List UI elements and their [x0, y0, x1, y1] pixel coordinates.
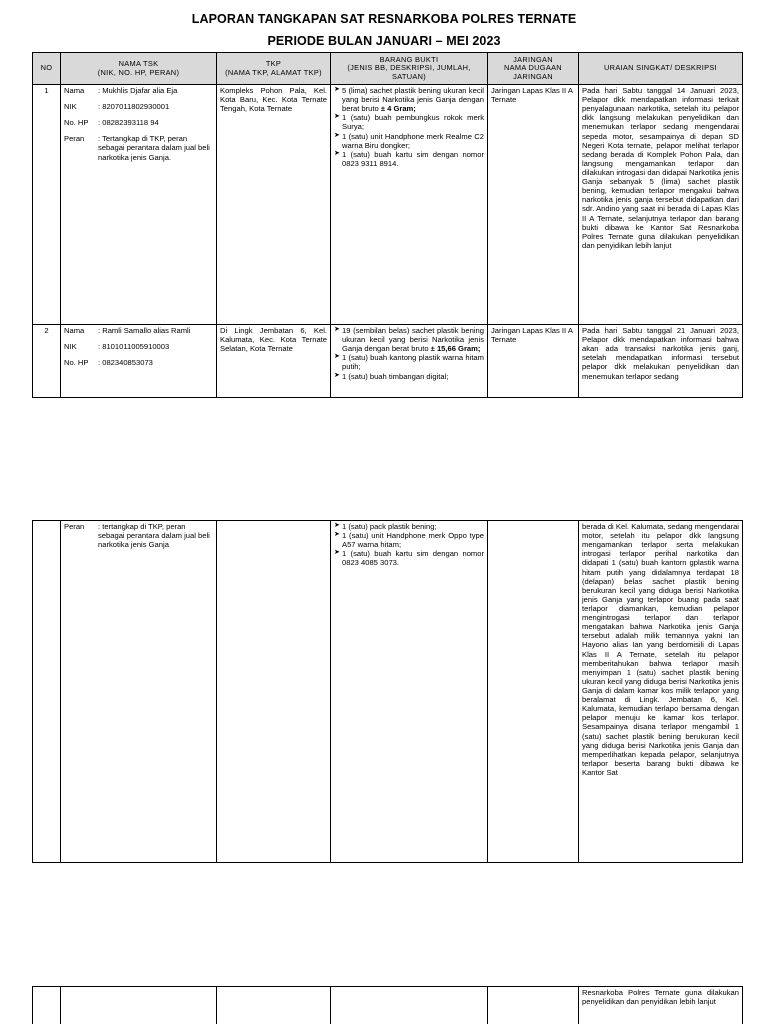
report-table-continuation-2: [32, 986, 743, 1024]
evidence-item: ➤ 1 (satu) buah pembungkus rokok merk Surya;: [334, 113, 484, 131]
header-jaringan: JARINGAN NAMA DUGAAN JARINGAN: [488, 53, 579, 85]
label-nama: Nama: [64, 326, 85, 335]
cell-jaringan: Jaringan Lapas Klas II A Ternate: [488, 85, 579, 325]
cell-jaringan: Jaringan Lapas Klas II A Ternate: [488, 325, 579, 398]
evidence-item: ➤ 19 (sembilan belas) sachet plastik bening ukuran kecil yang berisi Narkotika jenis Ganja dengan berat bruto ± 15,66 Gram;: [334, 326, 484, 353]
cell-tkp: [217, 987, 331, 1024]
evidence-item: ➤ 1 (satu) buah timbangan digital;: [334, 372, 484, 381]
cell-nama-tsk: [61, 85, 217, 325]
cell-tkp: Di Lingk Jembatan 6, Kel. Kalumata, Kec. Kota Ternate Selatan, Kota Ternate: [217, 325, 331, 398]
label-nik: NIK: [64, 102, 77, 112]
header-barang-bukti: BARANG BUKTI (JENIS BB, DESKRIPSI, JUMLAH, SATUAN): [331, 53, 488, 85]
cell-uraian: Pada hari Sabtu tanggal 21 Januari 2023, Pelapor dkk mendapatkan informasi bahwa akan ada transaksi narkotika jenis ganj, setelah mendapatkan informasi tersebut pelapor dkk melakukan penyelidikan dan menemukan terlapor sedang: [579, 325, 743, 398]
evidence-item: ➤ 1 (satu) unit Handphone merk Realme C2 warna Biru dongker;: [334, 132, 484, 150]
value-peran: : tertangkap di TKP, peran sebagai perantara dalam jual beli narkotika jenis Ganja: [98, 522, 210, 550]
report-title: LAPORAN TANGKAPAN SAT RESNARKOBA POLRES TERNATE: [191, 12, 577, 26]
label-nama: Nama: [64, 86, 85, 95]
table-row: [33, 521, 743, 863]
value-nama: : Mukhlis Djafar alia Eja: [98, 86, 178, 95]
table-header-row: [33, 53, 743, 85]
table-row: [33, 325, 743, 398]
cell-uraian: Pada hari Sabtu tanggal 14 Januari 2023, Pelapor dkk mendapatkan informasi terkait penyalagunaan narkotika, setelah itu pelapor dkk langsung melakukan penyelidikan dan menemukan terlapor sedang mengendarai sepeda motor, sesampainya di depan SD Negeri Kota ternate, pelapor melihat terlapor sedang berada di Komplek Pohon Pala, dan langsung mengamankan terlapor dan dilakukan introgasi dan didapai Narkotika jenis Ganja sebanyak 5 (lima) sachet plastik bening, kemudian terlapor mengakui bahwa narkotika jenis ganja tersebut didapatkan dari sdr. Andino yang saat ini berada di Lapas Klas II A Ternate, selanjutnya terlapor dan barang bukti dibawa ke Kantor Sat Resnarkoba Polres Ternate guna dilakukan penyelidikan dan penyidikan lebih lanjut: [579, 85, 743, 325]
cell-tkp: [217, 521, 331, 863]
value-nik: : 8207011802930001: [98, 102, 170, 112]
cell-tkp: Kompleks Pohon Pala, Kel. Kota Baru, Kec. Kota Ternate Tengah, Kota Ternate: [217, 85, 331, 325]
cell-barang-bukti: [331, 521, 488, 863]
evidence-item: ➤ 1 (satu) unit Handphone merk Oppo type A57 warna hitam;: [334, 531, 484, 549]
report-period: PERIODE BULAN JANUARI – MEI 2023: [267, 34, 501, 48]
header-nama: NAMA TSK (NIK, NO. HP, PERAN): [61, 53, 217, 85]
cell-uraian: Resnarkoba Polres Ternate guna dilakukan penyelidikan dan penyidikan lebih lanjut: [579, 987, 743, 1024]
value-nama: : Ramli Samallo alias Ramli: [98, 326, 191, 335]
cell-jaringan: [488, 987, 579, 1024]
header-tkp: TKP (NAMA TKP, ALAMAT TKP): [217, 53, 331, 85]
row-no: [33, 521, 61, 863]
evidence-item: ➤ 1 (satu) buah kantong plastik warna hitam putih;: [334, 353, 484, 371]
table-row: [33, 987, 743, 1024]
label-peran: Peran: [64, 522, 85, 531]
cell-jaringan: [488, 521, 579, 863]
header-uraian: URAIAN SINGKAT/ DESKRIPSI: [579, 53, 743, 85]
evidence-item: ➤ 5 (lima) sachet plastik bening ukuran kecil yang berisi Narkotika jenis Ganja dengan berat bruto ± 4 Gram;: [334, 86, 484, 113]
report-table-continuation: [32, 520, 743, 863]
evidence-item: ➤ 1 (satu) pack plastik bening;: [334, 522, 484, 531]
cell-nama-tsk: [61, 987, 217, 1024]
cell-uraian: berada di Kel. Kalumata, sedang mengendarai motor, setelah itu pelapor dkk langsung mengamankan terlapor serta melakukan introgasi terlapor perihal narkotika dan didapati 1 (satu) buah kantorn gplastik warna hitam putih yang didalamnya terdapat 18 (delapan) belas sachet plastik bening berukuran kecil yang diduga berisi Narkotika jenis Ganja yang terlapor buang pada saat terlapor diamankan, kemudian pelapor mengintrogasi terlapor dan terlapor mengatakan bahwa Narkotika jenis Ganja tersebut adalah milik temannya yakni Ian Hayono alias Ian yang berdomisili di Lapas Klas II A Ternate, setelah itu pelapor memberitahukan bahwa terlapor masih menyimpan 1 (satu) sachet plastik bening ukuran kecil yang diduga berisi Narkotika jenis Ganja di dalam kamar kos milik terlapor yang beralamat di Lingk. Jembatan 6, Kel. Kalumata, kemudian terlapo bersama dengan pelapor menuju ke kamar kos terlapor. Sesampainya disana terlapor mengambil 1 (satu) sachet plastik bening berukuran kecil yang diduga berisi Narkotika jenis Ganja dan memperlihatkan kepada pelapor, selanjutnya terlapor beserta barang bukti dibawa ke Kantor Sat: [579, 521, 743, 863]
value-hp: : 082340853073: [98, 358, 153, 368]
label-hp: No. HP: [64, 118, 89, 128]
value-nik: : 8101011005910003: [98, 342, 170, 352]
cell-barang-bukti: [331, 987, 488, 1024]
evidence-item: ➤ 1 (satu) buah kartu sim dengan nomor 0823 9311 8914.: [334, 150, 484, 168]
label-nik: NIK: [64, 342, 77, 352]
row-no: 1: [33, 85, 61, 325]
cell-nama-tsk: [61, 521, 217, 863]
header-no: NO: [33, 53, 61, 85]
table-row: [33, 85, 743, 325]
row-no: [33, 987, 61, 1024]
cell-nama-tsk: [61, 325, 217, 398]
label-peran: Peran: [64, 134, 85, 144]
cell-barang-bukti: [331, 85, 488, 325]
value-hp: : 08282393118 94: [98, 118, 159, 128]
cell-barang-bukti: [331, 325, 488, 398]
value-peran: : Tertangkap di TKP, peran sebagai perantara dalam jual beli narkotika jenis Ganja.: [98, 134, 210, 162]
row-no: 2: [33, 325, 61, 398]
report-table: [32, 52, 743, 398]
label-hp: No. HP: [64, 358, 89, 368]
evidence-item: ➤ 1 (satu) buah kartu sim dengan nomor 0823 4085 3073.: [334, 549, 484, 567]
